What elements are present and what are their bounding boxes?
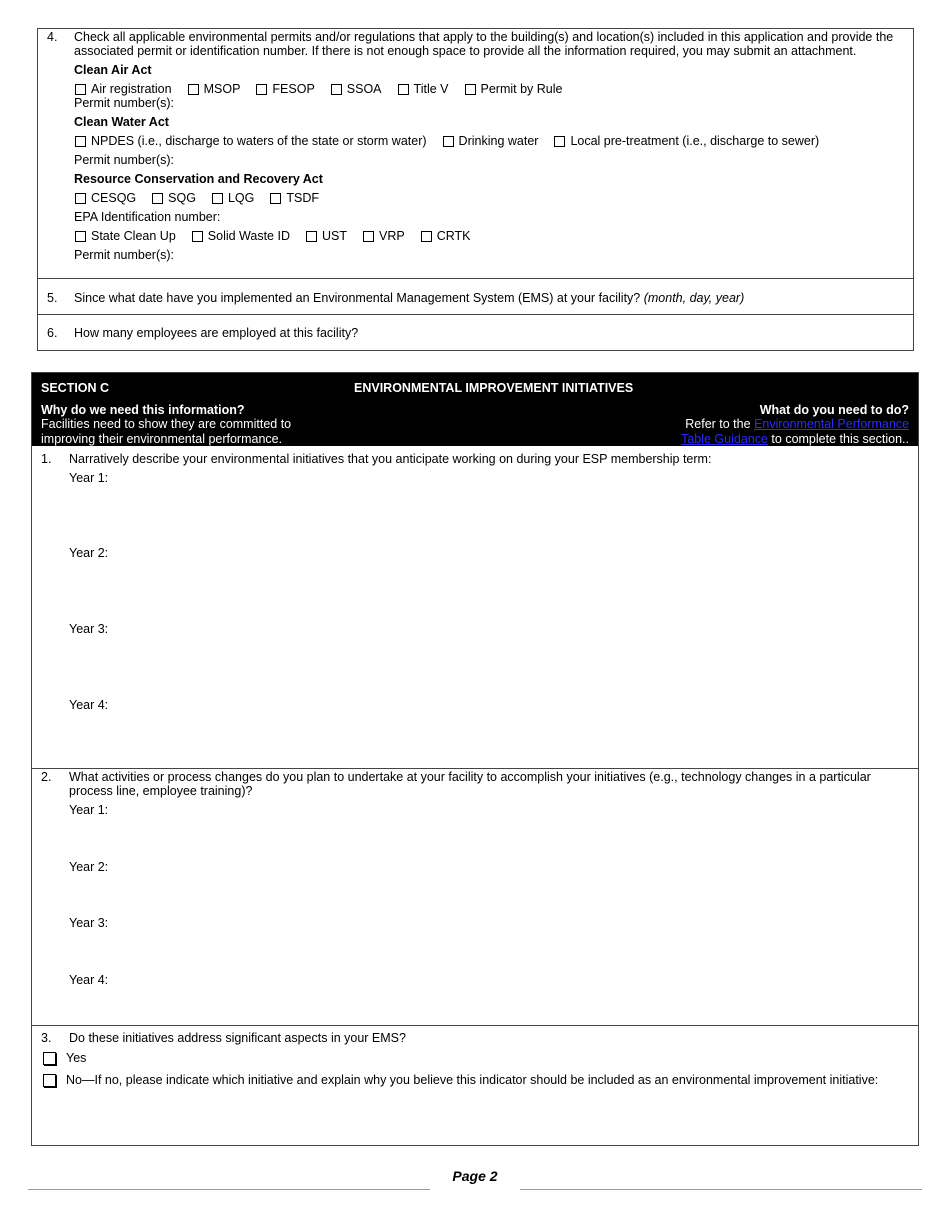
checkbox[interactable] xyxy=(363,231,374,242)
c3-question: Do these initiatives address significant aspects in your EMS? xyxy=(69,1031,406,1045)
cwa-option-npdes[interactable]: NPDES (i.e., discharge to waters of the state or storm water) xyxy=(75,134,427,148)
checkbox[interactable] xyxy=(270,193,281,204)
checkbox[interactable] xyxy=(331,84,342,95)
rcra-options xyxy=(75,191,335,205)
page-number: Page 2 xyxy=(452,1168,498,1184)
refer-line2: Table Guidance to complete this section.. xyxy=(681,432,909,446)
c1-year-2: Year 2: xyxy=(69,546,109,560)
section-c-header xyxy=(32,373,918,446)
checkbox[interactable] xyxy=(465,84,476,95)
cwa-title: Clean Water Act xyxy=(74,115,169,129)
rcra-option-sqg[interactable]: SQG xyxy=(152,191,196,205)
row-divider xyxy=(38,278,913,279)
checkbox[interactable] xyxy=(421,231,432,242)
c1-year-3: Year 3: xyxy=(69,622,109,636)
rcra-title: Resource Conservation and Recovery Act xyxy=(74,172,323,186)
checkbox[interactable] xyxy=(75,231,86,242)
caa-option-permit-by-rule[interactable]: Permit by Rule xyxy=(465,82,563,96)
c1-year-4: Year 4: xyxy=(69,698,109,712)
caa-option-air-registration[interactable]: Air registration xyxy=(75,82,172,96)
checkbox[interactable] xyxy=(212,193,223,204)
table-guidance-link[interactable]: Table Guidance xyxy=(681,432,768,446)
row-divider xyxy=(38,314,913,315)
c2-number: 2. xyxy=(41,770,52,784)
c3-yes-option[interactable]: Yes xyxy=(43,1051,86,1065)
c3-number: 3. xyxy=(41,1031,52,1045)
rcra-options-2 xyxy=(75,229,487,243)
c1-question: Narratively describe your environmental initiatives that you anticipate working on during your ESP membership term: xyxy=(69,452,712,466)
checkbox[interactable] xyxy=(398,84,409,95)
environmental-performance-link[interactable]: Environmental Performance xyxy=(754,417,909,431)
q4-line1: Check all applicable environmental permits and/or regulations that apply to the building(s) and location(s) included in this application and provide the xyxy=(74,30,894,44)
c2-year-3: Year 3: xyxy=(69,916,109,930)
q4-number: 4. xyxy=(47,30,58,44)
c3-no-option[interactable]: No—If no, please indicate which initiative and explain why you believe this indicator should be included as an environmental improvement initiative: xyxy=(43,1073,878,1087)
q4-line2: associated permit or identification number. If there is not enough space to provide all the information required, you may submit an attachment. xyxy=(74,44,857,58)
q5-question: Since what date have you implemented an Environmental Management System (EMS) at your facility? (month, day, year) xyxy=(74,291,745,305)
checkbox[interactable] xyxy=(192,231,203,242)
c2-year-2: Year 2: xyxy=(69,860,109,874)
cwa-options xyxy=(75,134,835,148)
c2-question: What activities or process changes do you plan to undertake at your facility to accomplish your initiatives (e.g., technology changes in a particular process line, employee training)? xyxy=(69,770,871,798)
checkbox[interactable] xyxy=(188,84,199,95)
checkbox[interactable] xyxy=(443,136,454,147)
footer-rule-left xyxy=(28,1189,430,1190)
row-divider xyxy=(32,768,918,769)
rcra-option-lqg[interactable]: LQG xyxy=(212,191,254,205)
checkbox[interactable] xyxy=(43,1052,56,1065)
c2-year-1: Year 1: xyxy=(69,803,109,817)
checkbox[interactable] xyxy=(306,231,317,242)
q5-number: 5. xyxy=(47,291,58,305)
rcra-permit-label: Permit number(s): xyxy=(74,248,175,262)
checkbox[interactable] xyxy=(256,84,267,95)
option-ust[interactable]: UST xyxy=(306,229,347,243)
what-title: What do you need to do? xyxy=(759,403,909,417)
checkbox[interactable] xyxy=(75,84,86,95)
cwa-option-local-pretreatment[interactable]: Local pre-treatment (i.e., discharge to sewer) xyxy=(554,134,819,148)
caa-option-msop[interactable]: MSOP xyxy=(188,82,241,96)
row-divider xyxy=(32,1025,918,1026)
cwa-permit-label: Permit number(s): xyxy=(74,153,175,167)
checkbox[interactable] xyxy=(75,193,86,204)
rcra-epa-label: EPA Identification number: xyxy=(74,210,221,224)
section-c-table xyxy=(31,372,919,1146)
footer-rule-right xyxy=(520,1189,922,1190)
c1-year-1: Year 1: xyxy=(69,471,109,485)
checkbox[interactable] xyxy=(43,1074,56,1087)
checkbox[interactable] xyxy=(75,136,86,147)
checkbox[interactable] xyxy=(152,193,163,204)
why-line2: improving their environmental performance. xyxy=(41,432,283,446)
caa-options xyxy=(75,82,578,96)
c2-year-4: Year 4: xyxy=(69,973,109,987)
caa-option-fesop[interactable]: FESOP xyxy=(256,82,314,96)
q6-number: 6. xyxy=(47,326,58,340)
q4-instructions xyxy=(74,30,893,58)
section-c-title: ENVIRONMENTAL IMPROVEMENT INITIATIVES xyxy=(354,381,634,395)
q5-hint: (month, day, year) xyxy=(643,291,745,305)
caa-title: Clean Air Act xyxy=(74,63,152,77)
c1-number: 1. xyxy=(41,452,52,466)
caa-option-title-v[interactable]: Title V xyxy=(398,82,449,96)
refer-line1: Refer to the Environmental Performance xyxy=(685,417,909,431)
option-vrp[interactable]: VRP xyxy=(363,229,405,243)
rcra-option-cesqg[interactable]: CESQG xyxy=(75,191,136,205)
section-c-label: SECTION C xyxy=(41,381,110,395)
why-line1: Facilities need to show they are committed to xyxy=(41,417,292,431)
option-crtk[interactable]: CRTK xyxy=(421,229,471,243)
rcra-option-tsdf[interactable]: TSDF xyxy=(270,191,319,205)
section-b-table xyxy=(37,28,914,351)
q6-question: How many employees are employed at this facility? xyxy=(74,326,359,340)
checkbox[interactable] xyxy=(554,136,565,147)
caa-option-ssoa[interactable]: SSOA xyxy=(331,82,382,96)
option-solid-waste-id[interactable]: Solid Waste ID xyxy=(192,229,290,243)
cwa-option-drinking-water[interactable]: Drinking water xyxy=(443,134,539,148)
why-title: Why do we need this information? xyxy=(41,403,245,417)
option-state-clean-up[interactable]: State Clean Up xyxy=(75,229,176,243)
caa-permit-label: Permit number(s): xyxy=(74,96,175,110)
